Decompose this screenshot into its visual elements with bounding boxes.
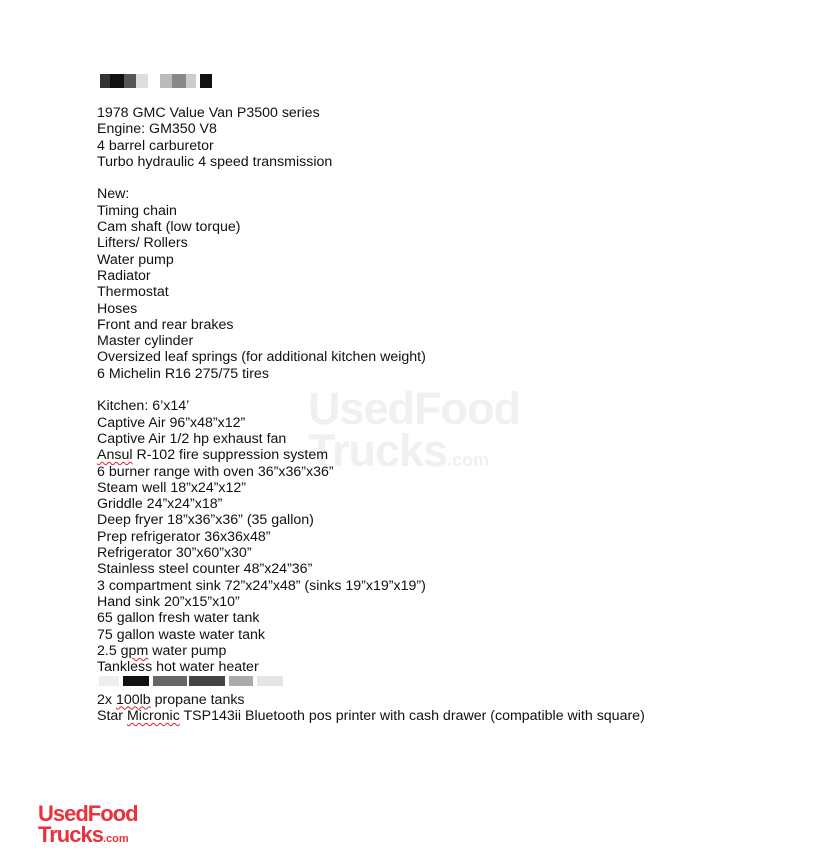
- spec-line: 65 gallon fresh water tank: [97, 610, 260, 627]
- spec-line: Thermostat: [97, 284, 169, 301]
- logo-line1: UsedFood: [38, 801, 138, 826]
- spec-line: Front and rear brakes: [97, 316, 234, 333]
- spec-line: Radiator: [97, 267, 151, 284]
- spec-line: Captive Air 1/2 hp exhaust fan: [97, 430, 287, 447]
- logo-domain: .com: [102, 833, 129, 845]
- spec-line: Star Micronic TSP143ii Bluetooth pos printer with cash drawer (compatible with square): [97, 707, 645, 724]
- spec-line: Captive Air 96”x48”x12”: [97, 414, 246, 431]
- watermark-line2: Trucks: [308, 425, 448, 476]
- spec-line: Oversized leaf springs (for additional kitchen weight): [97, 349, 426, 366]
- spec-line: Griddle 24”x24”x18”: [97, 496, 223, 513]
- spec-line: 3 compartment sink 72”x24”x48” (sinks 19”x19”x19”): [97, 577, 426, 594]
- spec-line: Timing chain: [97, 202, 177, 219]
- redacted-line: [97, 673, 287, 689]
- blank-line: [97, 170, 645, 186]
- section-heading-kitchen: Kitchen: 6’x14’: [97, 398, 190, 415]
- spec-line: Deep fryer 18”x36”x36” (35 gallon): [97, 512, 314, 529]
- watermark: [308, 383, 520, 481]
- spec-line: Master cylinder: [97, 333, 194, 350]
- spec-line: Water pump: [97, 251, 174, 268]
- watermark-line1: UsedFood: [308, 383, 520, 434]
- spellcheck-word: Ansul: [97, 447, 133, 464]
- spellcheck-word: gpm: [120, 642, 149, 659]
- redacted-header: [100, 74, 212, 88]
- section-heading-new: New:: [97, 186, 130, 203]
- spec-line: Lifters/ Rollers: [97, 235, 188, 252]
- spec-line: 75 gallon waste water tank: [97, 626, 265, 643]
- spec-line: Stainless steel counter 48”x24”36”: [97, 561, 313, 578]
- spec-line: Prep refrigerator 36x36x48”: [97, 528, 271, 545]
- spec-line: Engine: GM350 V8: [97, 121, 217, 138]
- spec-line: 2x 100lb propane tanks: [97, 691, 245, 708]
- spellcheck-word: 100lb: [115, 691, 151, 708]
- logo-line2: Trucks: [38, 822, 103, 847]
- spec-line: 1978 GMC Value Van P3500 series: [97, 105, 320, 121]
- spec-line: 2.5 gpm water pump: [97, 642, 227, 659]
- spec-line: Cam shaft (low torque): [97, 219, 241, 236]
- spec-line: 6 Michelin R16 275/75 tires: [97, 365, 269, 382]
- spec-line: Hoses: [97, 300, 138, 317]
- spec-line: Tankless hot water heater: [97, 659, 259, 676]
- watermark-domain: .com: [447, 450, 490, 470]
- spec-line: Refrigerator 30”x60”x30”: [97, 545, 252, 562]
- spellcheck-word: Micronic: [126, 707, 180, 724]
- usedfoodtrucks-logo: [38, 803, 138, 850]
- spec-line: Turbo hydraulic 4 speed transmission: [97, 153, 333, 170]
- spec-line: Steam well 18”x24”x12”: [97, 479, 247, 496]
- spec-line: 4 barrel carburetor: [97, 137, 214, 154]
- spec-line: Ansul R-102 fire suppression system: [97, 447, 329, 464]
- spec-line: 6 burner range with oven 36”x36”x36”: [97, 463, 334, 480]
- spec-line: Hand sink 20”x15”x10”: [97, 593, 240, 610]
